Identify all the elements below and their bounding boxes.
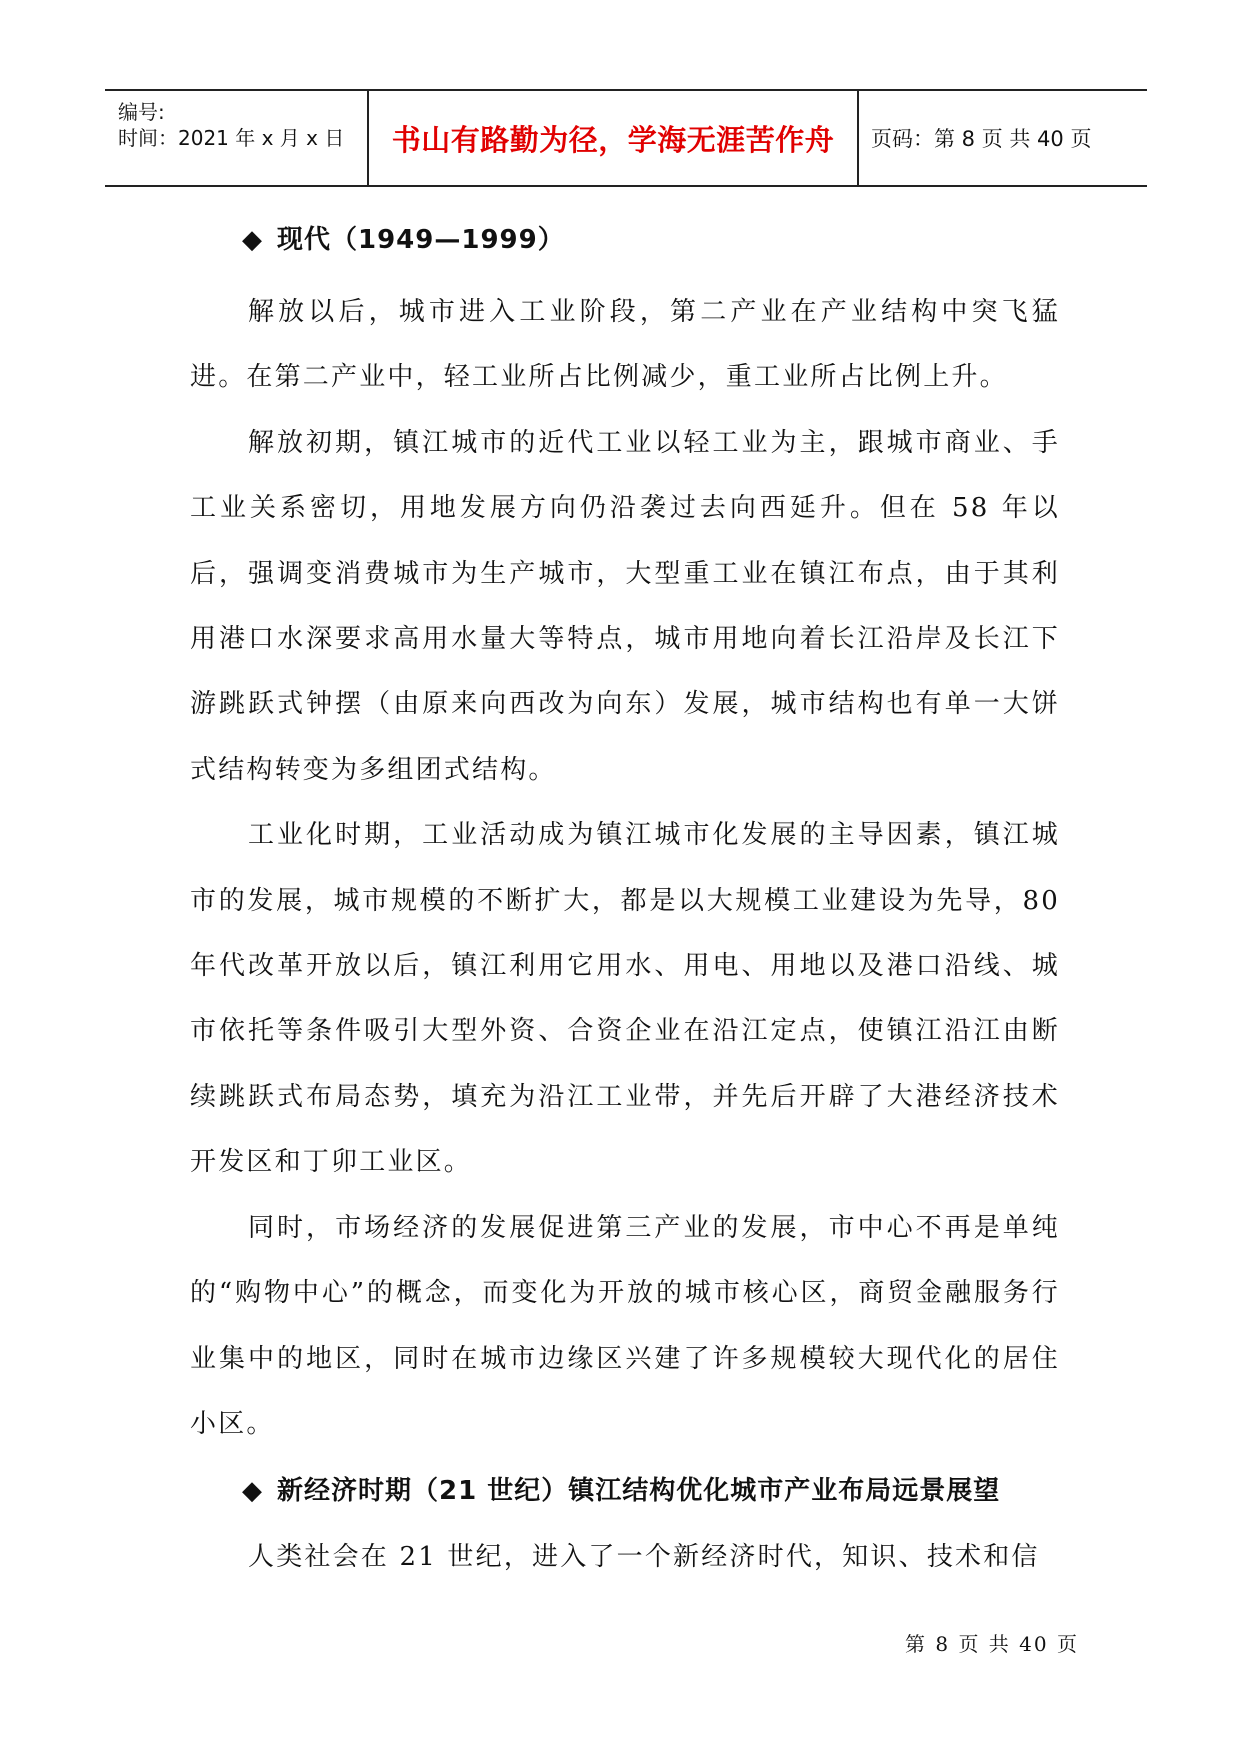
page-header	[105, 89, 1147, 187]
page-footer: 第 8 页 共 40 页	[905, 1632, 1079, 1656]
section-heading-new-economy	[190, 1471, 1060, 1511]
paragraph: 解放以后，城市进入工业阶段，第二产业在产业结构中突飞猛进。在第二产业中，轻工业所占比例减少，重工业所占比例上升。	[190, 297, 1060, 393]
section-heading-text: 新经济时期（21 世纪）镇江结构优化城市产业布局远景展望	[277, 1476, 1001, 1507]
paragraph: 解放初期，镇江城市的近代工业以轻工业为主，跟城市商业、手工业关系密切，用地发展方向仍沿袭过去向西延升。但在 58 年以后，强调变消费城市为生产城市，大型重工业在镇江布点，由于其利用港口水深要求高用水量大等特点，城市用地向着长江沿岸及长江下游跳跃式钟摆（由原来向西改为向东）发展，城市结构也有单一大饼式结构转变为多组团式结构。	[190, 427, 1060, 785]
header-page-info: 页码：第 8 页 共 40 页	[871, 127, 1092, 151]
document-body	[190, 220, 1060, 1591]
diamond-bullet-icon: ◆	[242, 1476, 263, 1507]
diamond-bullet-icon: ◆	[242, 225, 263, 255]
header-meta	[105, 91, 369, 185]
section-heading-modern	[190, 220, 1060, 260]
header-motto: 书山有路勤为径，学海无涯苦作舟	[369, 91, 859, 185]
document-date: 时间：2021 年 x 月 x 日	[118, 126, 345, 150]
paragraph: 人类社会在 21 世纪，进入了一个新经济时代，知识、技术和信	[248, 1542, 1040, 1573]
document-number-label: 编号:	[118, 100, 165, 124]
paragraph: 同时，市场经济的发展促进第三产业的发展，市中心不再是单纯的“购物中心”的概念，而变化为开放的城市核心区，商贸金融服务行业集中的地区，同时在城市边缘区兴建了许多规模较大现代化的居住小区。	[190, 1212, 1060, 1439]
paragraph: 工业化时期，工业活动成为镇江城市化发展的主导因素，镇江城市的发展，城市规模的不断扩大，都是以大规模工业建设为先导，80 年代改革开放以后，镇江利用它用水、用电、用地以及港口沿线、城市依托等条件吸引大型外资、合资企业在沿江定点，使镇江沿江由断续跳跃式布局态势，填充为沿江工业带，并先后开辟了大港经济技术开发区和丁卯工业区。	[190, 820, 1060, 1178]
section-heading-text: 现代（1949—1999）	[277, 225, 565, 255]
